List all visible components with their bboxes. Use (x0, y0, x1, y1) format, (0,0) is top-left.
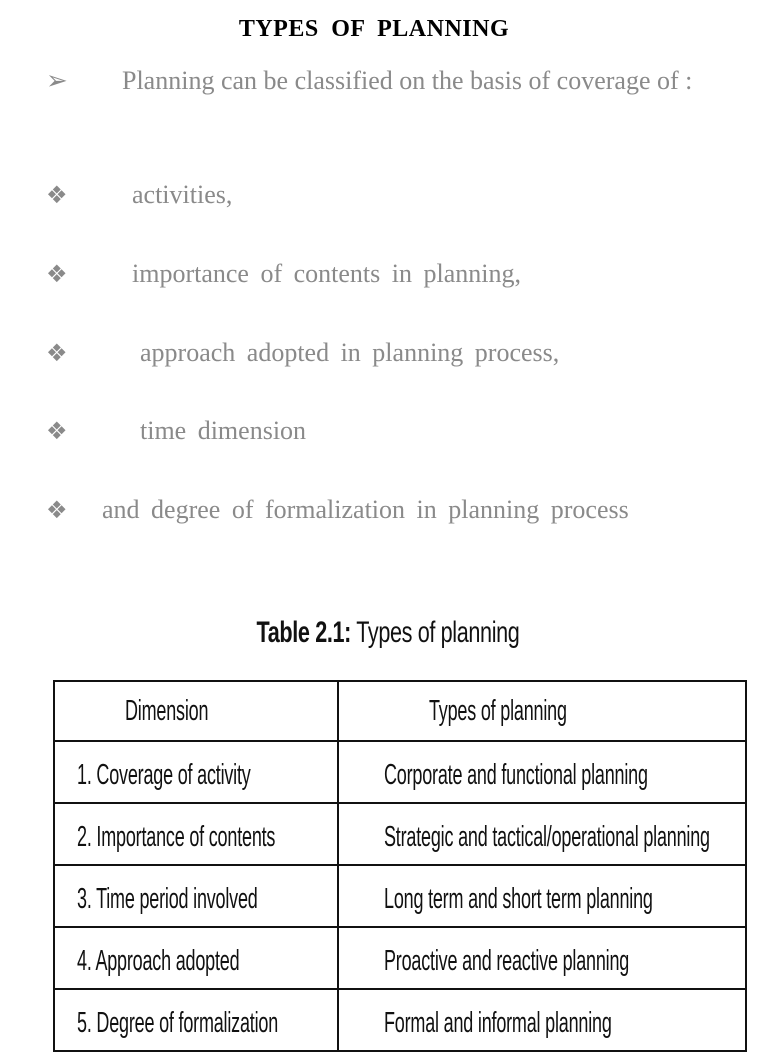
diamond-bullet-icon: ❖ (46, 496, 68, 524)
dimension-cell (54, 865, 338, 927)
bullet-text: activities, (132, 180, 233, 209)
header-cell-types (338, 681, 746, 741)
table-caption-text: Types of planning (350, 616, 520, 649)
table-caption (109, 616, 668, 650)
table-row (54, 803, 746, 865)
cell-text: Corporate and functional planning (384, 758, 648, 791)
intro-paragraph (46, 64, 728, 97)
arrow-bullet-icon: ➢ (46, 66, 68, 95)
dimension-cell (54, 927, 338, 989)
header-label: Dimension (125, 694, 209, 727)
cell-text: 3. Time period involved (77, 882, 258, 915)
diamond-bullet-icon: ❖ (46, 181, 68, 209)
cell-text: Long term and short term planning (384, 882, 653, 915)
table-caption-label: Table 2.1: (256, 616, 351, 649)
diamond-bullet-icon: ❖ (46, 260, 68, 288)
dimension-cell (54, 803, 338, 865)
cell-text: 2. Importance of contents (77, 820, 276, 853)
diamond-bullet-icon: ❖ (46, 339, 68, 367)
types-of-planning-table (53, 680, 747, 1052)
cell-text: Formal and informal planning (384, 1006, 612, 1039)
header-label: Types of planning (429, 694, 567, 727)
bullet-text: approach adopted in planning process, (140, 338, 560, 367)
table-row (54, 865, 746, 927)
cell-text: Proactive and reactive planning (384, 944, 630, 977)
dimension-cell (54, 741, 338, 803)
bullet-text: importance of contents in planning, (132, 259, 521, 288)
intro-text: Planning can be classified on the basis of coverage of : (122, 66, 693, 95)
bullet-text: time dimension (140, 416, 307, 445)
header-cell-dimension (54, 681, 338, 741)
table-row (54, 741, 746, 803)
cell-text: 5. Degree of formalization (77, 1006, 279, 1039)
table-row (54, 989, 746, 1051)
types-cell (338, 741, 746, 803)
cell-text: Strategic and tactical/operational planning (384, 820, 710, 853)
types-cell (338, 865, 746, 927)
table-row (54, 927, 746, 989)
types-cell (338, 989, 746, 1051)
diamond-bullet-icon: ❖ (46, 417, 68, 445)
dimension-cell (54, 989, 338, 1051)
page-title: TYPES OF PLANNING (238, 16, 510, 42)
cell-text: 1. Coverage of activity (77, 758, 251, 791)
bullet-text: and degree of formalization in planning process (102, 495, 629, 524)
table-header-row (54, 681, 746, 741)
types-cell (338, 803, 746, 865)
cell-text: 4. Approach adopted (77, 944, 240, 977)
types-cell (338, 927, 746, 989)
